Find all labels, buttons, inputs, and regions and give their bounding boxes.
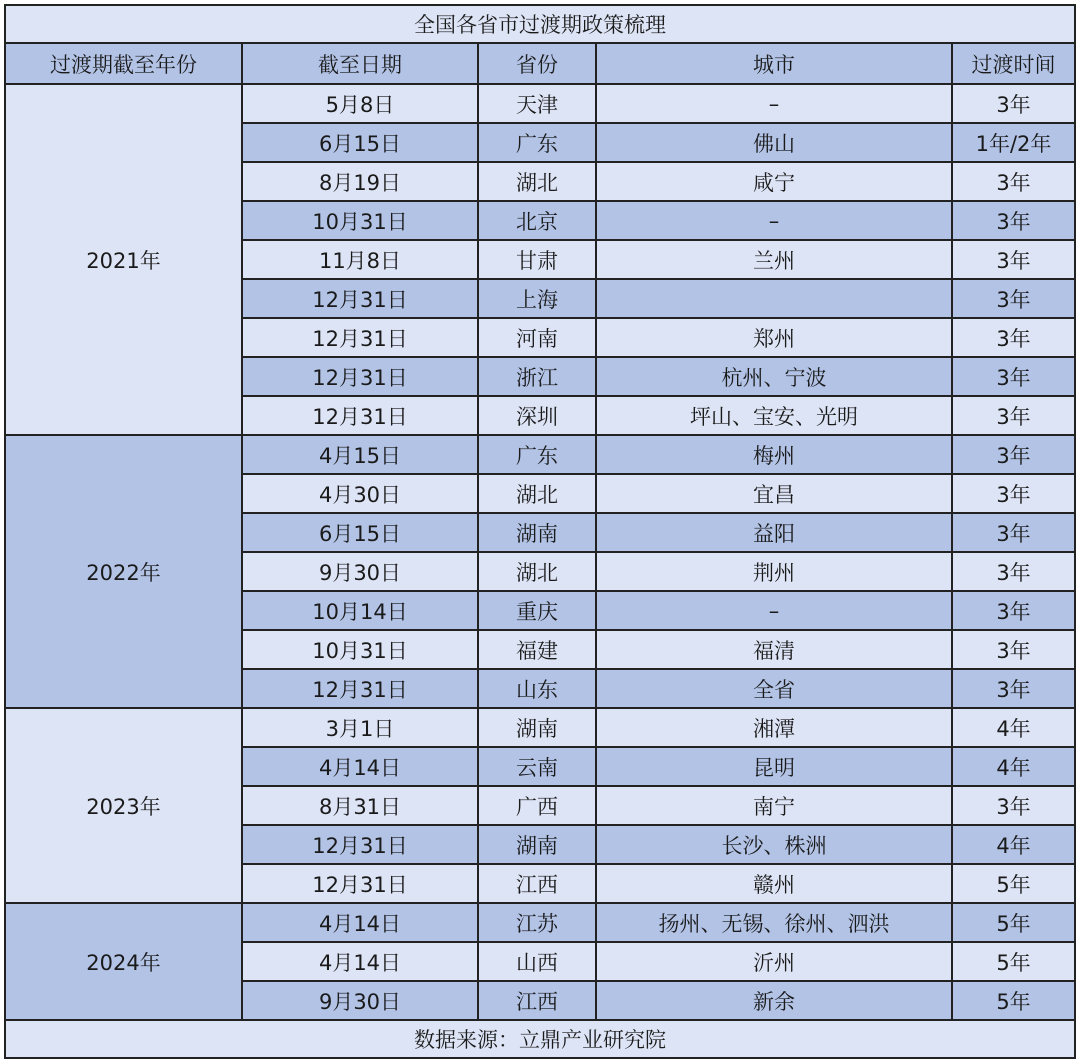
header-province: 省份 xyxy=(478,43,596,84)
date-cell: 4月15日 xyxy=(242,435,478,474)
date-cell: 6月15日 xyxy=(242,513,478,552)
province-cell: 湖南 xyxy=(478,708,596,747)
date-cell: 9月30日 xyxy=(242,552,478,591)
transition-policy-table xyxy=(4,4,1076,1059)
date-cell: 8月19日 xyxy=(242,162,478,201)
duration-cell: 3年 xyxy=(952,396,1075,435)
city-cell: 湘潭 xyxy=(596,708,952,747)
duration-cell: 3年 xyxy=(952,357,1075,396)
province-cell: 湖南 xyxy=(478,513,596,552)
city-cell: 长沙、株洲 xyxy=(596,825,952,864)
province-cell: 天津 xyxy=(478,84,596,123)
date-cell: 10月31日 xyxy=(242,630,478,669)
duration-cell: 3年 xyxy=(952,669,1075,708)
duration-cell: 4年 xyxy=(952,747,1075,786)
header-city: 城市 xyxy=(596,43,952,84)
date-cell: 12月31日 xyxy=(242,396,478,435)
city-cell xyxy=(596,279,952,318)
duration-cell: 3年 xyxy=(952,201,1075,240)
province-cell: 湖北 xyxy=(478,162,596,201)
province-cell: 云南 xyxy=(478,747,596,786)
date-cell: 10月31日 xyxy=(242,201,478,240)
year-cell: 2022年 xyxy=(5,435,242,708)
city-cell: 全省 xyxy=(596,669,952,708)
duration-cell: 5年 xyxy=(952,903,1075,942)
duration-cell: 5年 xyxy=(952,942,1075,981)
duration-cell: 3年 xyxy=(952,279,1075,318)
table-body xyxy=(5,84,1075,1020)
date-cell: 4月30日 xyxy=(242,474,478,513)
city-cell: 佛山 xyxy=(596,123,952,162)
header-year: 过渡期截至年份 xyxy=(5,43,242,84)
date-cell: 12月31日 xyxy=(242,825,478,864)
city-cell: 兰州 xyxy=(596,240,952,279)
table-row xyxy=(5,903,1075,942)
date-cell: 9月30日 xyxy=(242,981,478,1020)
province-cell: 江西 xyxy=(478,981,596,1020)
duration-cell: 4年 xyxy=(952,825,1075,864)
province-cell: 山东 xyxy=(478,669,596,708)
province-cell: 江苏 xyxy=(478,903,596,942)
city-cell: 杭州、宁波 xyxy=(596,357,952,396)
date-cell: 12月31日 xyxy=(242,669,478,708)
date-cell: 10月14日 xyxy=(242,591,478,630)
city-cell: 新余 xyxy=(596,981,952,1020)
date-cell: 8月31日 xyxy=(242,786,478,825)
date-cell: 12月31日 xyxy=(242,357,478,396)
header-date: 截至日期 xyxy=(242,43,478,84)
date-cell: 4月14日 xyxy=(242,903,478,942)
province-cell: 河南 xyxy=(478,318,596,357)
duration-cell: 5年 xyxy=(952,864,1075,903)
city-cell: 益阳 xyxy=(596,513,952,552)
province-cell: 广西 xyxy=(478,786,596,825)
date-cell: 5月8日 xyxy=(242,84,478,123)
duration-cell: 3年 xyxy=(952,591,1075,630)
city-cell: – xyxy=(596,84,952,123)
province-cell: 深圳 xyxy=(478,396,596,435)
date-cell: 3月1日 xyxy=(242,708,478,747)
duration-cell: 3年 xyxy=(952,552,1075,591)
duration-cell: 3年 xyxy=(952,84,1075,123)
year-cell: 2024年 xyxy=(5,903,242,1020)
province-cell: 广东 xyxy=(478,435,596,474)
year-cell: 2023年 xyxy=(5,708,242,903)
city-cell: 坪山、宝安、光明 xyxy=(596,396,952,435)
city-cell: 南宁 xyxy=(596,786,952,825)
city-cell: 宜昌 xyxy=(596,474,952,513)
duration-cell: 3年 xyxy=(952,513,1075,552)
province-cell: 湖南 xyxy=(478,825,596,864)
city-cell: 昆明 xyxy=(596,747,952,786)
city-cell: – xyxy=(596,591,952,630)
duration-cell: 3年 xyxy=(952,474,1075,513)
city-cell: 沂州 xyxy=(596,942,952,981)
header-duration: 过渡时间 xyxy=(952,43,1075,84)
province-cell: 北京 xyxy=(478,201,596,240)
table-title: 全国各省市过渡期政策梳理 xyxy=(5,5,1075,43)
duration-cell: 3年 xyxy=(952,318,1075,357)
duration-cell: 3年 xyxy=(952,435,1075,474)
city-cell: 梅州 xyxy=(596,435,952,474)
duration-cell: 3年 xyxy=(952,630,1075,669)
date-cell: 11月8日 xyxy=(242,240,478,279)
province-cell: 甘肃 xyxy=(478,240,596,279)
province-cell: 广东 xyxy=(478,123,596,162)
province-cell: 湖北 xyxy=(478,552,596,591)
duration-cell: 4年 xyxy=(952,708,1075,747)
city-cell: 咸宁 xyxy=(596,162,952,201)
city-cell: 扬州、无锡、徐州、泗洪 xyxy=(596,903,952,942)
date-cell: 4月14日 xyxy=(242,942,478,981)
source-note: 数据来源：立鼎产业研究院 xyxy=(5,1020,1075,1058)
city-cell: 荆州 xyxy=(596,552,952,591)
city-cell: 赣州 xyxy=(596,864,952,903)
city-cell: – xyxy=(596,201,952,240)
province-cell: 上海 xyxy=(478,279,596,318)
date-cell: 12月31日 xyxy=(242,864,478,903)
date-cell: 12月31日 xyxy=(242,279,478,318)
province-cell: 重庆 xyxy=(478,591,596,630)
table-row xyxy=(5,435,1075,474)
table-row xyxy=(5,84,1075,123)
table-row xyxy=(5,708,1075,747)
duration-cell: 3年 xyxy=(952,162,1075,201)
date-cell: 4月14日 xyxy=(242,747,478,786)
duration-cell: 1年/2年 xyxy=(952,123,1075,162)
duration-cell: 5年 xyxy=(952,981,1075,1020)
province-cell: 山西 xyxy=(478,942,596,981)
year-cell: 2021年 xyxy=(5,84,242,435)
province-cell: 浙江 xyxy=(478,357,596,396)
date-cell: 12月31日 xyxy=(242,318,478,357)
city-cell: 福清 xyxy=(596,630,952,669)
province-cell: 湖北 xyxy=(478,474,596,513)
date-cell: 6月15日 xyxy=(242,123,478,162)
duration-cell: 3年 xyxy=(952,240,1075,279)
province-cell: 江西 xyxy=(478,864,596,903)
city-cell: 郑州 xyxy=(596,318,952,357)
duration-cell: 3年 xyxy=(952,786,1075,825)
policy-table-frame xyxy=(4,4,1074,1057)
province-cell: 福建 xyxy=(478,630,596,669)
